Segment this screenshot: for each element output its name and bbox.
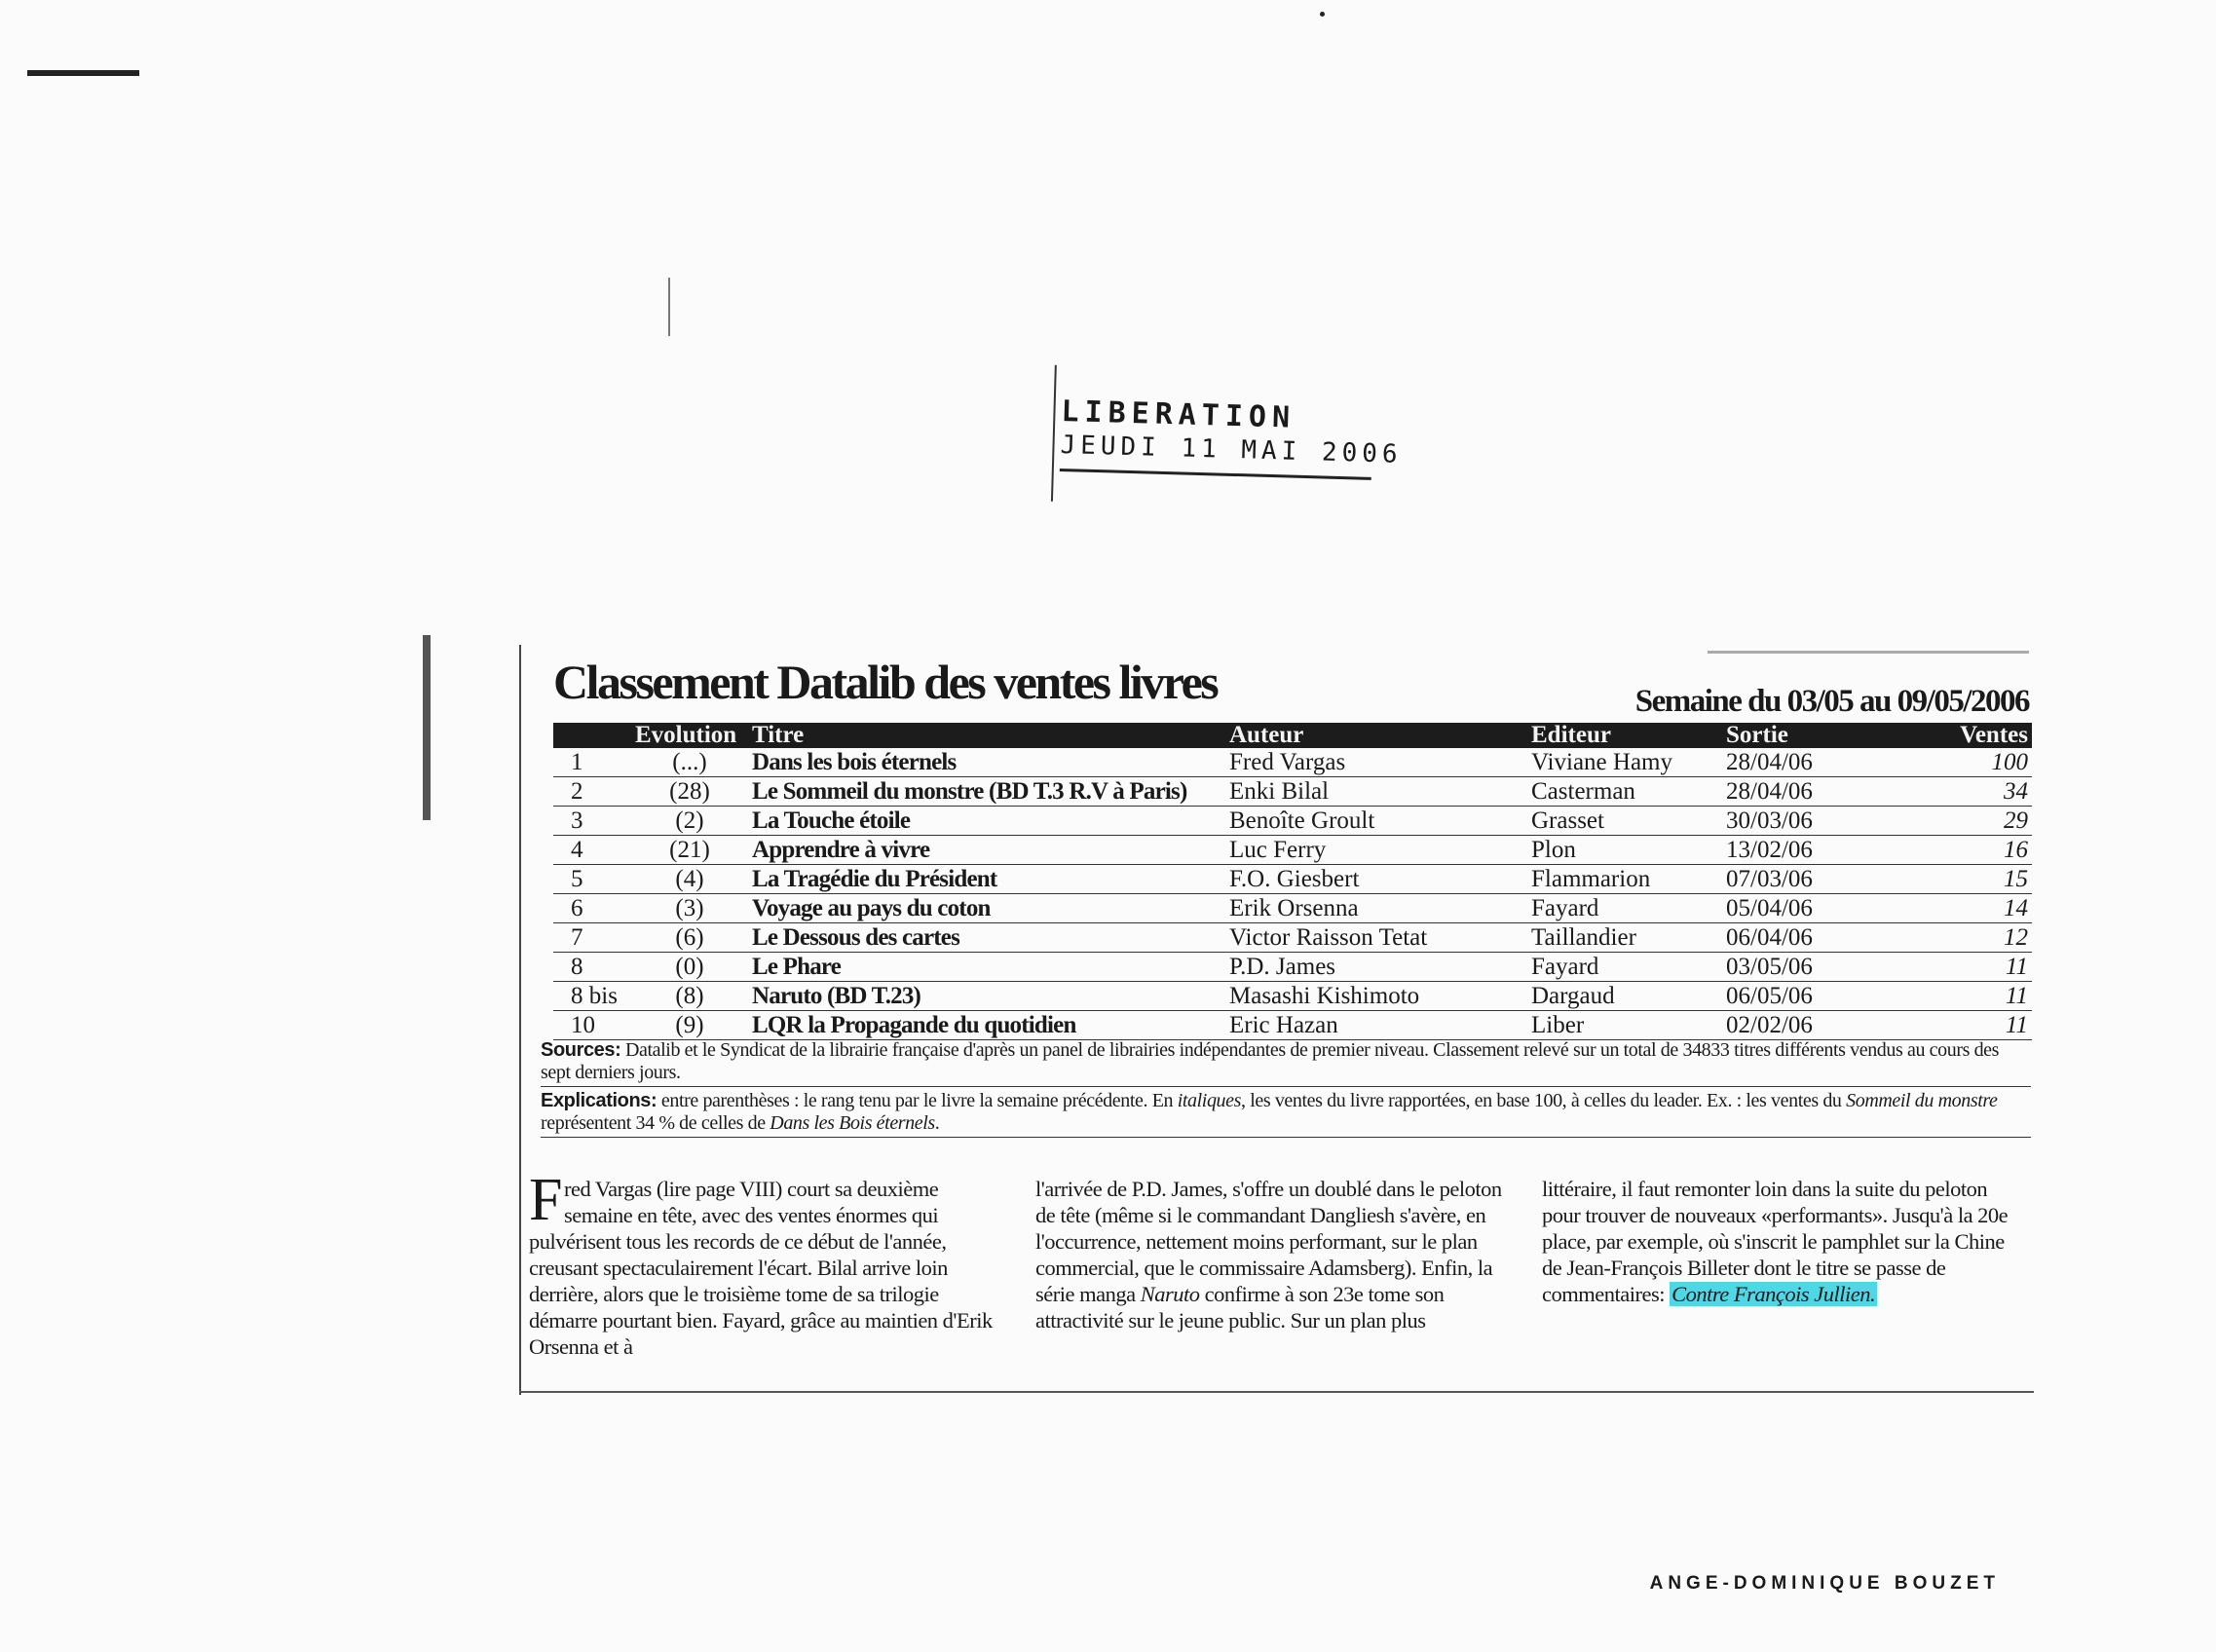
explanations-text: . xyxy=(934,1112,940,1134)
cell-publisher: Grasset xyxy=(1527,807,1722,836)
header-rank xyxy=(553,723,631,748)
table-row xyxy=(553,894,2032,923)
article-text: confirme à son 23e tome son attractivité sur le jeune public. Sur un plan plus xyxy=(1035,1282,1445,1333)
cell-rank: 8 bis xyxy=(553,982,631,1011)
clipping-bottom-border xyxy=(519,1391,2034,1393)
cell-sales: 15 xyxy=(1897,865,2032,894)
cell-evolution: (...) xyxy=(631,748,748,777)
cell-rank: 7 xyxy=(553,923,631,953)
cell-author: Enki Bilal xyxy=(1225,777,1527,807)
cell-author: Erik Orsenna xyxy=(1225,894,1527,923)
cell-release: 06/04/06 xyxy=(1722,923,1897,953)
newspaper-masthead xyxy=(1060,394,1404,481)
article-column-2 xyxy=(1035,1176,1522,1333)
cell-evolution: (3) xyxy=(631,894,748,923)
cell-release: 02/02/06 xyxy=(1722,1011,1897,1040)
cell-author: F.O. Giesbert xyxy=(1225,865,1527,894)
cell-author: Benoîte Groult xyxy=(1225,807,1527,836)
sources-note xyxy=(541,1039,2031,1087)
newspaper-name: LIBERATION xyxy=(1061,394,1296,435)
explanations-text: représentent 34 % de celles de xyxy=(541,1112,770,1134)
article-column-3 xyxy=(1542,1176,2024,1307)
cell-sales: 16 xyxy=(1897,836,2032,865)
cell-rank: 8 xyxy=(553,953,631,982)
table-row xyxy=(553,836,2032,865)
scan-mark xyxy=(668,278,670,336)
article-italic: Naruto xyxy=(1140,1282,1200,1306)
cell-title: Apprendre à vivre xyxy=(748,836,1225,865)
cell-title: Voyage au pays du coton xyxy=(748,894,1225,923)
cell-author: P.D. James xyxy=(1225,953,1527,982)
table-row xyxy=(553,777,2032,807)
cell-sales: 14 xyxy=(1897,894,2032,923)
cell-release: 13/02/06 xyxy=(1722,836,1897,865)
header-sales: Ventes xyxy=(1897,723,2032,748)
cell-rank: 2 xyxy=(553,777,631,807)
cell-sales: 11 xyxy=(1897,953,2032,982)
table-row xyxy=(553,865,2032,894)
article-text: l'arrivée de P.D. James, s'offre un doublé dans le peloton de tête (même si le commandant Dangliesh s'avère, en l'occurrence, nettement moins performant, sur le plan commercial, que le commissaire Adamsberg). Enfin, la série manga xyxy=(1035,1177,1502,1306)
header-evolution: Evolution xyxy=(631,723,748,748)
cell-publisher: Dargaud xyxy=(1527,982,1722,1011)
cell-publisher: Fayard xyxy=(1527,894,1722,923)
cell-rank: 4 xyxy=(553,836,631,865)
table-row xyxy=(553,953,2032,982)
cell-evolution: (2) xyxy=(631,807,748,836)
scan-mark xyxy=(27,70,139,76)
cell-release: 07/03/06 xyxy=(1722,865,1897,894)
cell-evolution: (28) xyxy=(631,777,748,807)
table-row xyxy=(553,807,2032,836)
cell-release: 28/04/06 xyxy=(1722,748,1897,777)
cell-evolution: (8) xyxy=(631,982,748,1011)
header-release: Sortie xyxy=(1722,723,1897,748)
cell-rank: 3 xyxy=(553,807,631,836)
cell-sales: 34 xyxy=(1897,777,2032,807)
cell-publisher: Viviane Hamy xyxy=(1527,748,1722,777)
article-column-1 xyxy=(529,1167,1006,1360)
cell-evolution: (21) xyxy=(631,836,748,865)
header-title: Titre xyxy=(748,723,1225,748)
drop-cap: F xyxy=(529,1167,562,1233)
cell-sales: 11 xyxy=(1897,1011,2032,1040)
header-author: Auteur xyxy=(1225,723,1527,748)
cell-author: Luc Ferry xyxy=(1225,836,1527,865)
cell-author: Masashi Kishimoto xyxy=(1225,982,1527,1011)
sales-ranking-table xyxy=(553,723,2032,1040)
cell-publisher: Fayard xyxy=(1527,953,1722,982)
masthead-rule xyxy=(1051,365,1057,502)
explanations-italic: italiques xyxy=(1177,1090,1242,1111)
clipping-left-border xyxy=(519,645,521,1395)
cell-author: Fred Vargas xyxy=(1225,748,1527,777)
cell-rank: 6 xyxy=(553,894,631,923)
cell-evolution: (6) xyxy=(631,923,748,953)
sources-label: Sources: xyxy=(541,1039,621,1061)
cell-title: La Touche étoile xyxy=(748,807,1225,836)
cell-title: Naruto (BD T.23) xyxy=(748,982,1225,1011)
cell-rank: 1 xyxy=(553,748,631,777)
scan-mark xyxy=(1320,12,1325,17)
ranking-week: Semaine du 03/05 au 09/05/2006 xyxy=(1634,684,2029,719)
cell-publisher: Flammarion xyxy=(1527,865,1722,894)
cell-title: LQR la Propagande du quotidien xyxy=(748,1011,1225,1040)
publication-date: JEUDI 11 MAI 2006 xyxy=(1060,430,1403,469)
article-text: red Vargas (lire page VIII) court sa deuxième semaine en tête, avec des ventes énormes qui pulvérisent tous les records de ce début de l'année, creusant spectaculairement l'écart. Bilal arrive loin derrière, alors que le troisième tome de sa trilogie démarre pourtant bien. Fayard, grâce au maintien d'Erik Orsenna et à xyxy=(529,1177,993,1359)
cell-title: Dans les bois éternels xyxy=(748,748,1225,777)
table-header-row xyxy=(553,723,2032,748)
sources-text: Datalib et le Syndicat de la librairie française d'après un panel de librairies indépendantes de premier niveau. Classement relevé sur un total de 34833 titres différents vendus au cours des sept derniers jours. xyxy=(541,1039,2000,1083)
cell-rank: 10 xyxy=(553,1011,631,1040)
table-row xyxy=(553,748,2032,777)
cell-title: Le Dessous des cartes xyxy=(748,923,1225,953)
table-row xyxy=(553,923,2032,953)
cell-publisher: Taillandier xyxy=(1527,923,1722,953)
cell-sales: 11 xyxy=(1897,982,2032,1011)
cell-evolution: (0) xyxy=(631,953,748,982)
cell-publisher: Casterman xyxy=(1527,777,1722,807)
explanations-note xyxy=(541,1090,2031,1138)
explanations-text: , les ventes du livre rapportées, en base 100, à celles du leader. Ex. : les ventes du xyxy=(1241,1090,1847,1111)
cell-title: Le Phare xyxy=(748,953,1225,982)
table-notes xyxy=(541,1039,2031,1141)
author-signature: ANGE-DOMINIQUE BOUZET xyxy=(1649,1573,2000,1594)
scan-mark xyxy=(423,635,431,820)
cell-sales: 12 xyxy=(1897,923,2032,953)
article-clipping xyxy=(519,645,2034,1594)
cell-release: 28/04/06 xyxy=(1722,777,1897,807)
highlighted-book-title: Contre François Jullien. xyxy=(1671,1282,1876,1306)
cell-sales: 100 xyxy=(1897,748,2032,777)
cell-rank: 5 xyxy=(553,865,631,894)
book-title-italic: Sommeil du monstre xyxy=(1846,1090,1998,1111)
cell-publisher: Plon xyxy=(1527,836,1722,865)
cell-sales: 29 xyxy=(1897,807,2032,836)
cell-release: 03/05/06 xyxy=(1722,953,1897,982)
cell-release: 05/04/06 xyxy=(1722,894,1897,923)
cell-author: Eric Hazan xyxy=(1225,1011,1527,1040)
cell-author: Victor Raisson Tetat xyxy=(1225,923,1527,953)
explanations-label: Explications: xyxy=(541,1090,657,1111)
book-title-italic: Dans les Bois éternels xyxy=(770,1112,935,1134)
table-row xyxy=(553,982,2032,1011)
cell-publisher: Liber xyxy=(1527,1011,1722,1040)
cell-title: Le Sommeil du monstre (BD T.3 R.V à Paris) xyxy=(748,777,1225,807)
ranking-header xyxy=(553,653,2029,721)
cell-evolution: (9) xyxy=(631,1011,748,1040)
cell-evolution: (4) xyxy=(631,865,748,894)
ranking-title: Classement Datalib des ventes livres xyxy=(553,655,1218,709)
cell-title: La Tragédie du Président xyxy=(748,865,1225,894)
explanations-text: entre parenthèses : le rang tenu par le livre la semaine précédente. En xyxy=(657,1090,1178,1111)
masthead-underline xyxy=(1060,469,1371,480)
article-text: littéraire, il faut remonter loin dans la suite du peloton pour trouver de nouveaux «performants». Jusqu'à la 20e place, par exemple, où s'inscrit le pamphlet sur la Chine de Jean-François Billeter dont le titre se passe de commentaires: xyxy=(1542,1177,2009,1306)
header-publisher: Editeur xyxy=(1527,723,1722,748)
table-row xyxy=(553,1011,2032,1040)
cell-release: 06/05/06 xyxy=(1722,982,1897,1011)
cell-release: 30/03/06 xyxy=(1722,807,1897,836)
